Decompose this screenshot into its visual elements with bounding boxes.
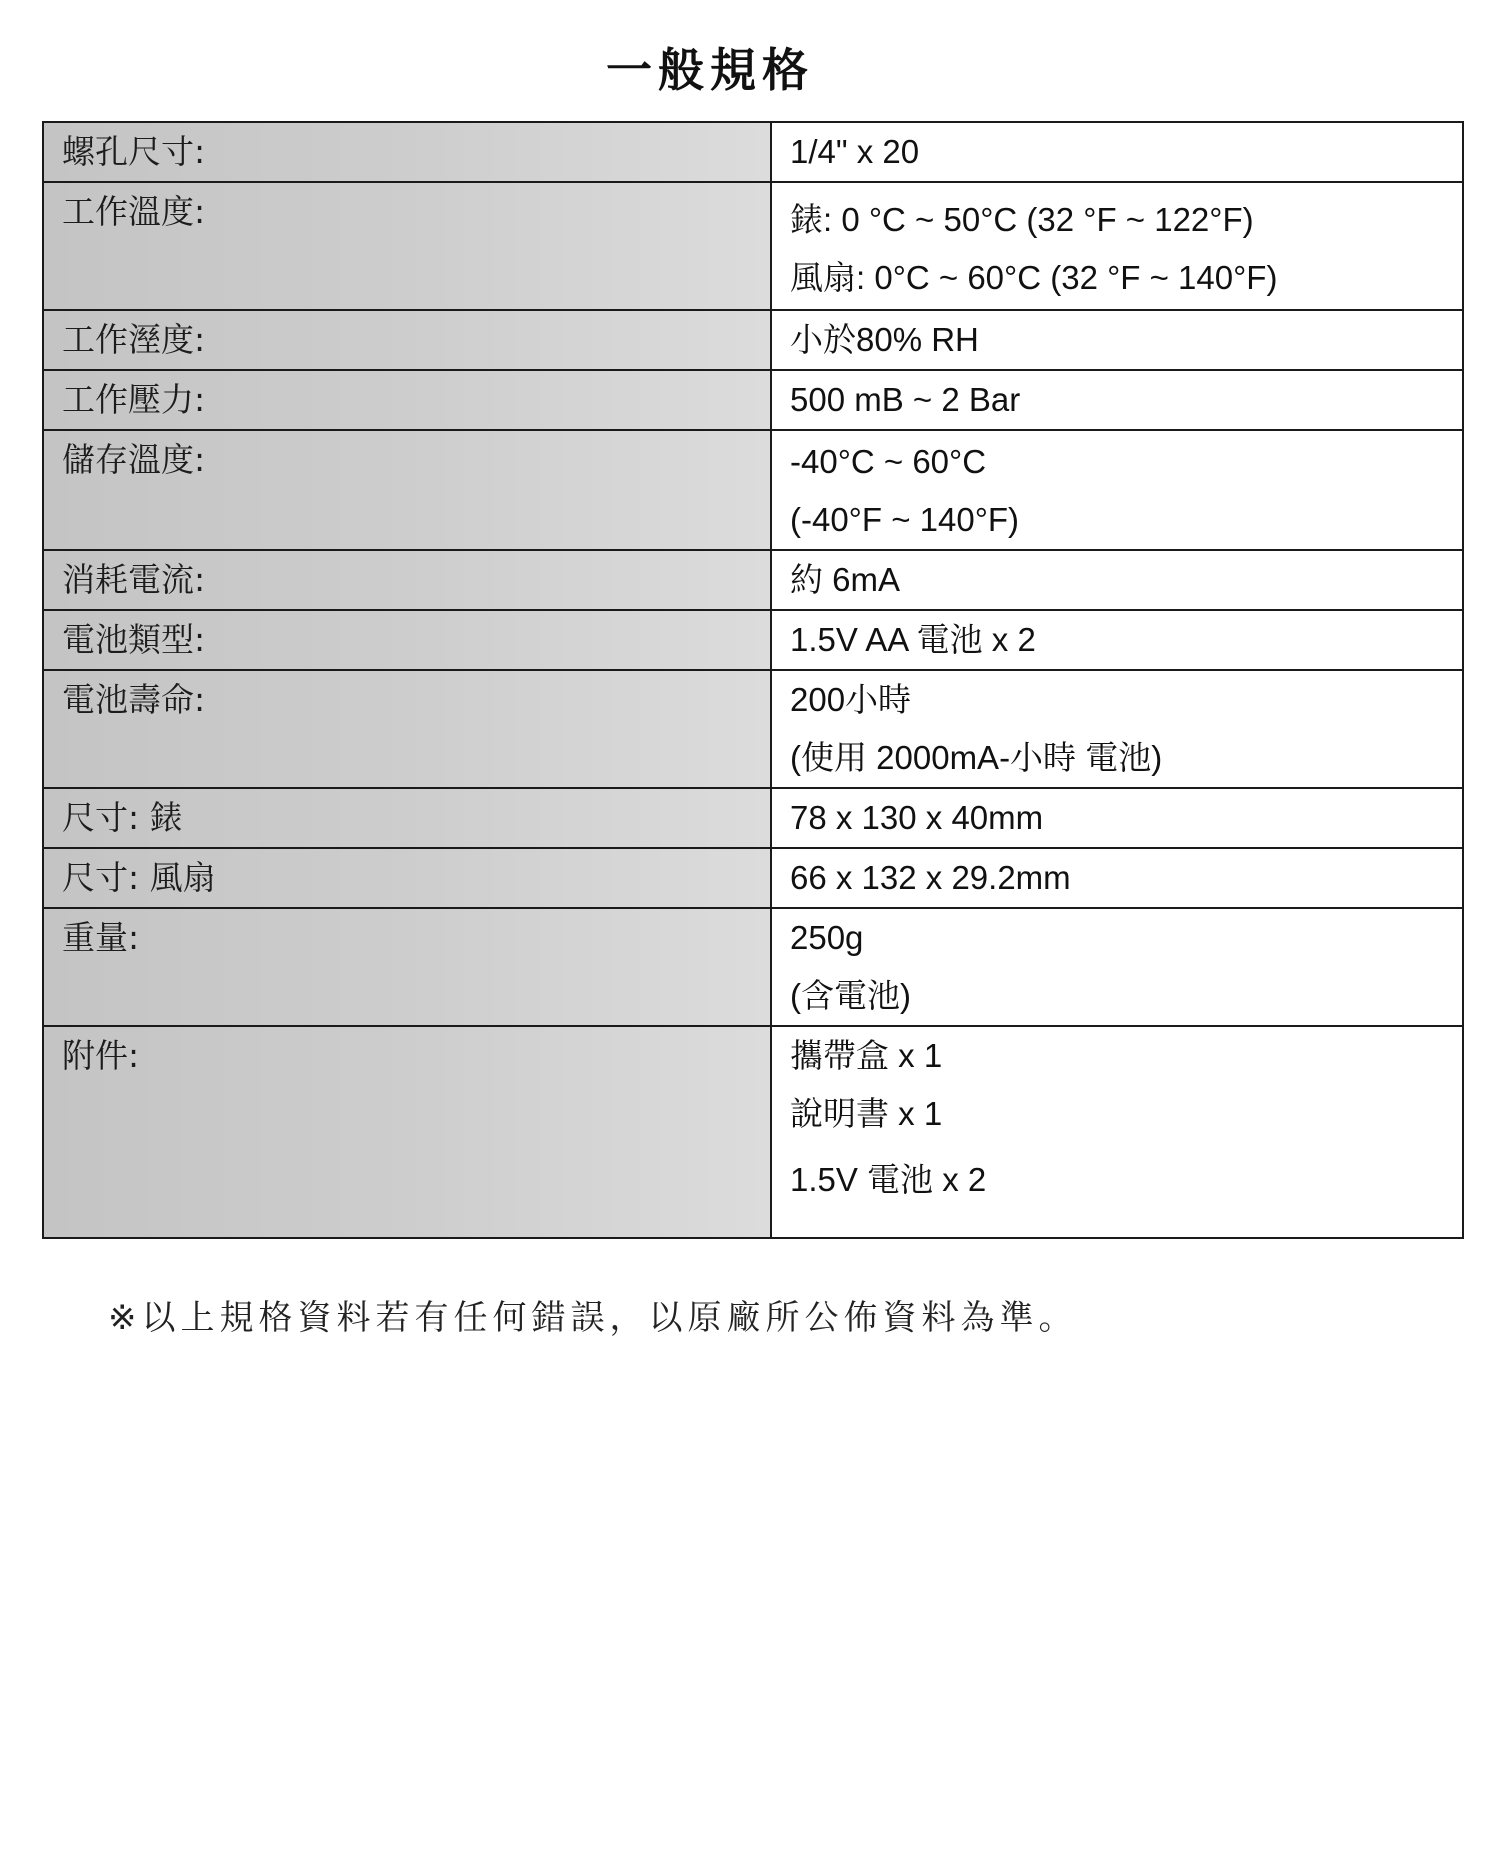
spec-value	[771, 182, 1463, 310]
page-title: 一般規格	[606, 43, 814, 97]
spec-value-text: 攜帶盒 x 1	[790, 1037, 943, 1074]
spec-table	[42, 121, 1464, 1239]
spec-value-text: 250g	[790, 919, 864, 956]
spec-value	[771, 788, 1463, 848]
spec-value-text: 說明書 x 1	[790, 1095, 943, 1132]
spec-value-text: 1.5V 電池 x 2	[790, 1161, 987, 1198]
spec-value-text: 小於80% RH	[790, 321, 979, 358]
spec-row-operating-humidity	[43, 310, 1463, 370]
spec-value	[771, 370, 1463, 430]
spec-value	[771, 670, 1463, 788]
spec-value-text: (含電池)	[790, 977, 911, 1014]
spec-row-size-fan	[43, 848, 1463, 908]
spec-row-current-consumption	[43, 550, 1463, 610]
spec-value	[771, 908, 1463, 1026]
spec-label-text: 重量:	[62, 918, 140, 957]
spec-row-size-meter	[43, 788, 1463, 848]
spec-value	[771, 550, 1463, 610]
spec-row-weight	[43, 908, 1463, 1026]
spec-row-storage-temperature	[43, 430, 1463, 550]
spec-value	[771, 122, 1463, 182]
spec-value-text: (使用 2000mA-小時 電池)	[790, 739, 1163, 776]
spec-label-text: 消耗電流:	[62, 560, 206, 599]
spec-value-text: 1.5V AA 電池 x 2	[790, 621, 1036, 658]
spec-row-battery-type	[43, 610, 1463, 670]
spec-value	[771, 310, 1463, 370]
spec-label-text: 儲存溫度:	[62, 440, 206, 479]
spec-value-text: 錶: 0 °C ~ 50°C (32 °F ~ 122°F)	[790, 201, 1254, 238]
spec-label-text: 工作壓力:	[62, 380, 206, 419]
spec-value	[771, 848, 1463, 908]
spec-value-text: 78 x 130 x 40mm	[790, 799, 1044, 836]
spec-row-accessories	[43, 1026, 1463, 1238]
spec-label	[43, 788, 771, 848]
spec-value-text: (-40°F ~ 140°F)	[790, 501, 1020, 538]
spec-label	[43, 610, 771, 670]
spec-label-text: 電池壽命:	[62, 680, 206, 719]
spec-label-text: 工作溼度:	[62, 320, 206, 359]
spec-label	[43, 908, 771, 1026]
spec-row-thread-size	[43, 122, 1463, 182]
spec-value-text: 200小時	[790, 681, 912, 718]
spec-value	[771, 610, 1463, 670]
spec-label	[43, 848, 771, 908]
spec-label	[43, 1026, 771, 1238]
spec-label	[43, 430, 771, 550]
spec-row-operating-temperature	[43, 182, 1463, 310]
spec-value	[771, 1026, 1463, 1238]
spec-label	[43, 670, 771, 788]
spec-value-text: -40°C ~ 60°C	[790, 443, 987, 480]
spec-label-text: 尺寸: 風扇	[62, 858, 216, 897]
spec-row-battery-life	[43, 670, 1463, 788]
spec-value-text: 1/4" x 20	[790, 133, 920, 170]
disclaimer-note: ※以上規格資料若有任何錯誤，以原廠所公佈資料為準。	[108, 1298, 1078, 1338]
spec-value	[771, 430, 1463, 550]
spec-label	[43, 310, 771, 370]
spec-value-text: 500 mB ~ 2 Bar	[790, 381, 1021, 418]
spec-row-operating-pressure	[43, 370, 1463, 430]
spec-value-text: 風扇: 0°C ~ 60°C (32 °F ~ 140°F)	[790, 259, 1278, 296]
spec-label-text: 電池類型:	[62, 620, 206, 659]
spec-label-text: 附件:	[62, 1036, 140, 1075]
spec-label-text: 螺孔尺寸:	[62, 132, 206, 171]
spec-label	[43, 182, 771, 310]
spec-value-text: 66 x 132 x 29.2mm	[790, 859, 1071, 896]
spec-value-text: 約 6mA	[790, 561, 901, 598]
spec-label-text: 尺寸: 錶	[62, 798, 183, 837]
spec-label-text: 工作溫度:	[62, 192, 206, 231]
spec-label	[43, 550, 771, 610]
spec-label	[43, 122, 771, 182]
spec-label	[43, 370, 771, 430]
